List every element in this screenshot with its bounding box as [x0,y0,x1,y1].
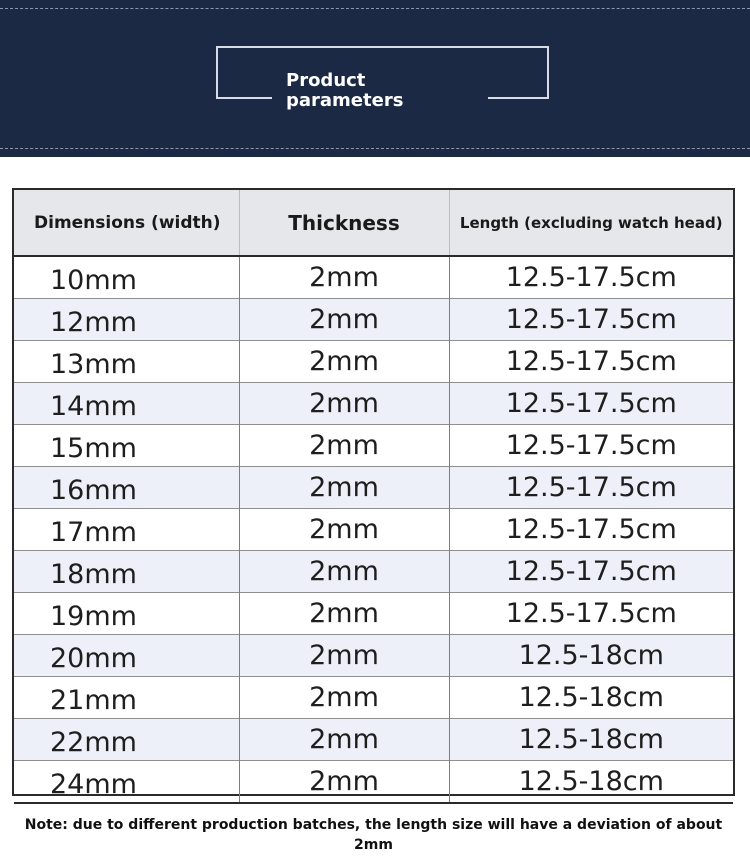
table-row [14,677,733,719]
note-row [14,803,733,866]
cell-length: 12.5-17.5cm [449,341,733,383]
table-row [14,425,733,467]
cell-width: 21mm [14,677,239,719]
column-header-thickness: Thickness [239,190,449,256]
cell-width: 19mm [14,593,239,635]
cell-length: 12.5-18cm [449,719,733,761]
table-row [14,761,733,804]
table-row [14,509,733,551]
column-header-length: Length (excluding watch head) [449,190,733,256]
cell-length: 12.5-17.5cm [449,383,733,425]
cell-width: 17mm [14,509,239,551]
cell-width: 16mm [14,467,239,509]
cell-thickness: 2mm [239,761,449,804]
cell-width: 12mm [14,299,239,341]
cell-length: 12.5-18cm [449,635,733,677]
table-header-row [14,190,733,256]
cell-thickness: 2mm [239,719,449,761]
cell-width: 15mm [14,425,239,467]
cell-thickness: 2mm [239,341,449,383]
cell-length: 12.5-17.5cm [449,509,733,551]
cell-width: 10mm [50,265,137,296]
header-banner [0,0,750,157]
table-row [14,719,733,761]
cell-width: 20mm [14,635,239,677]
parameters-table [14,190,733,866]
cell-length: 12.5-18cm [449,677,733,719]
table-row [14,593,733,635]
cell-length: 12.5-17.5cm [449,467,733,509]
table-row [14,383,733,425]
cell-width: 22mm [14,719,239,761]
cell-thickness: 2mm [239,593,449,635]
cell-length: 12.5-17.5cm [449,299,733,341]
title-line-2: parameters [286,90,404,111]
cell-thickness: 2mm [239,635,449,677]
cell-width: 24mm [14,761,239,804]
cell-thickness: 2mm [239,425,449,467]
cell-thickness: 2mm [239,299,449,341]
dashed-divider-top [0,8,750,9]
cell-width: 14mm [14,383,239,425]
cell-thickness: 2mm [239,256,449,299]
cell-thickness: 2mm [239,467,449,509]
table-row [14,299,733,341]
cell-thickness: 2mm [239,509,449,551]
parameters-table-frame [12,188,735,853]
table-row [14,467,733,509]
cell-length: 12.5-17.5cm [449,425,733,467]
table-row [14,551,733,593]
cell-thickness: 2mm [239,551,449,593]
cell-length: 12.5-18cm [449,761,733,804]
table-row [14,341,733,383]
cell-width: 18mm [14,551,239,593]
dashed-divider-bottom [0,148,750,149]
deviation-note: Note: due to different production batches, the length size will have a deviation of about 2mm [14,803,733,866]
table-row [14,635,733,677]
cell-thickness: 2mm [239,383,449,425]
column-header-width: Dimensions (width) [14,190,239,256]
cell-thickness: 2mm [239,677,449,719]
page-title [286,71,436,111]
cell-width: 13mm [14,341,239,383]
cell-length: 12.5-17.5cm [449,593,733,635]
cell-length: 12.5-17.5cm [449,256,733,299]
table-row [14,256,733,299]
cell-length: 12.5-17.5cm [449,551,733,593]
title-line-1: Product [286,70,366,91]
